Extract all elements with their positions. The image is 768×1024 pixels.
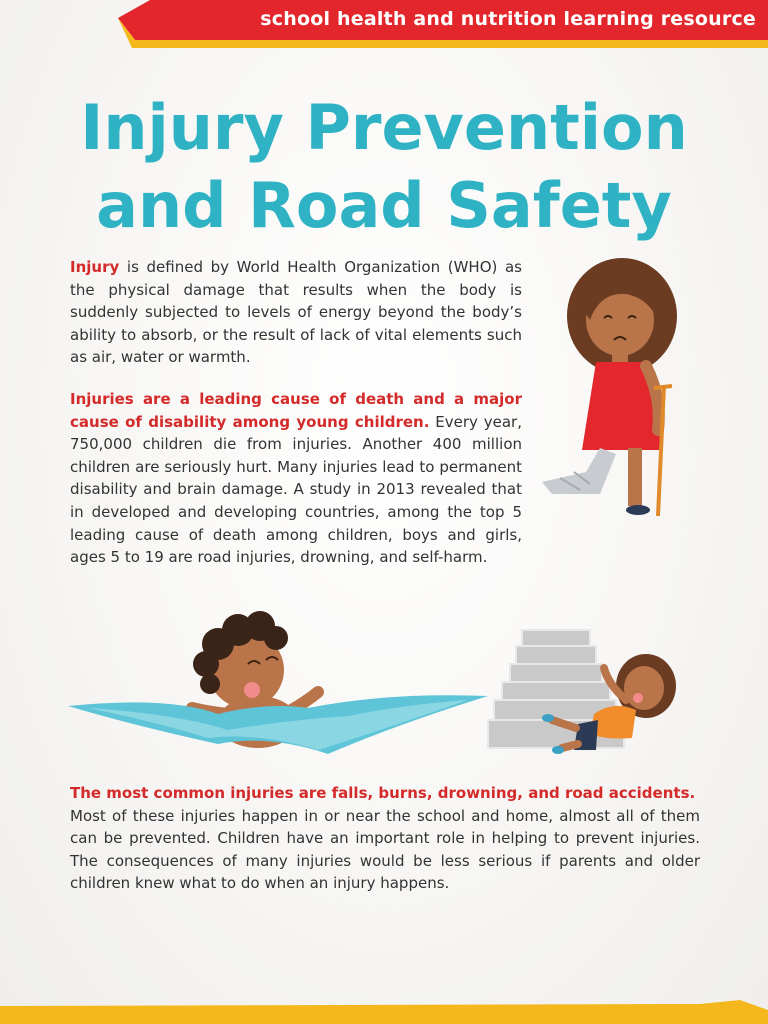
common-injuries-heading: The most common injuries are falls, burns, drowning, and road accidents. — [70, 784, 696, 802]
common-injuries-text: Most of these injuries happen in or near the school and home, almost all of them can be prevented. Children have an important role in helping to prevent injuries. The consequences of many injuries would be less serious if parents and older children knew what to do when an injury happens. — [70, 806, 700, 893]
page-title-line1: Injury Prevention — [80, 91, 688, 164]
injured-girl-illustration — [530, 258, 700, 523]
injury-term: Injury — [70, 258, 120, 276]
injury-statistics-heading: Injuries are a leading cause of death and a major cause of disability among young children. — [70, 390, 522, 431]
drowning-boy-illustration — [68, 604, 488, 764]
footer-stripe — [0, 1000, 768, 1024]
banner-title: school health and nutrition learning resource — [260, 8, 756, 30]
paragraph-injury-definition — [70, 256, 522, 369]
page-title-line2: and Road Safety — [96, 169, 672, 242]
paragraph-common-injuries — [70, 782, 700, 895]
header-banner — [0, 0, 768, 52]
falling-girl-illustration — [486, 628, 686, 762]
injury-statistics-text: Every year, 750,000 children die from injuries. Another 400 million children are seriously hurt. Many injuries lead to permanent disability and brain damage. A study in 2013 revealed that in developed and developing countries, among the top 5 leading cause of death among children, boys and girls, ages 5 to 19 are road injuries, drowning, and self-harm. — [70, 412, 522, 567]
injury-definition-text: is defined by World Health Organization (WHO) as the physical damage that results when the body is suddenly subjected to levels of energy beyond the body’s ability to absorb, or the result of lack of vital elements such as air, water or warmth. — [70, 258, 522, 367]
paragraph-injury-statistics — [70, 388, 522, 569]
